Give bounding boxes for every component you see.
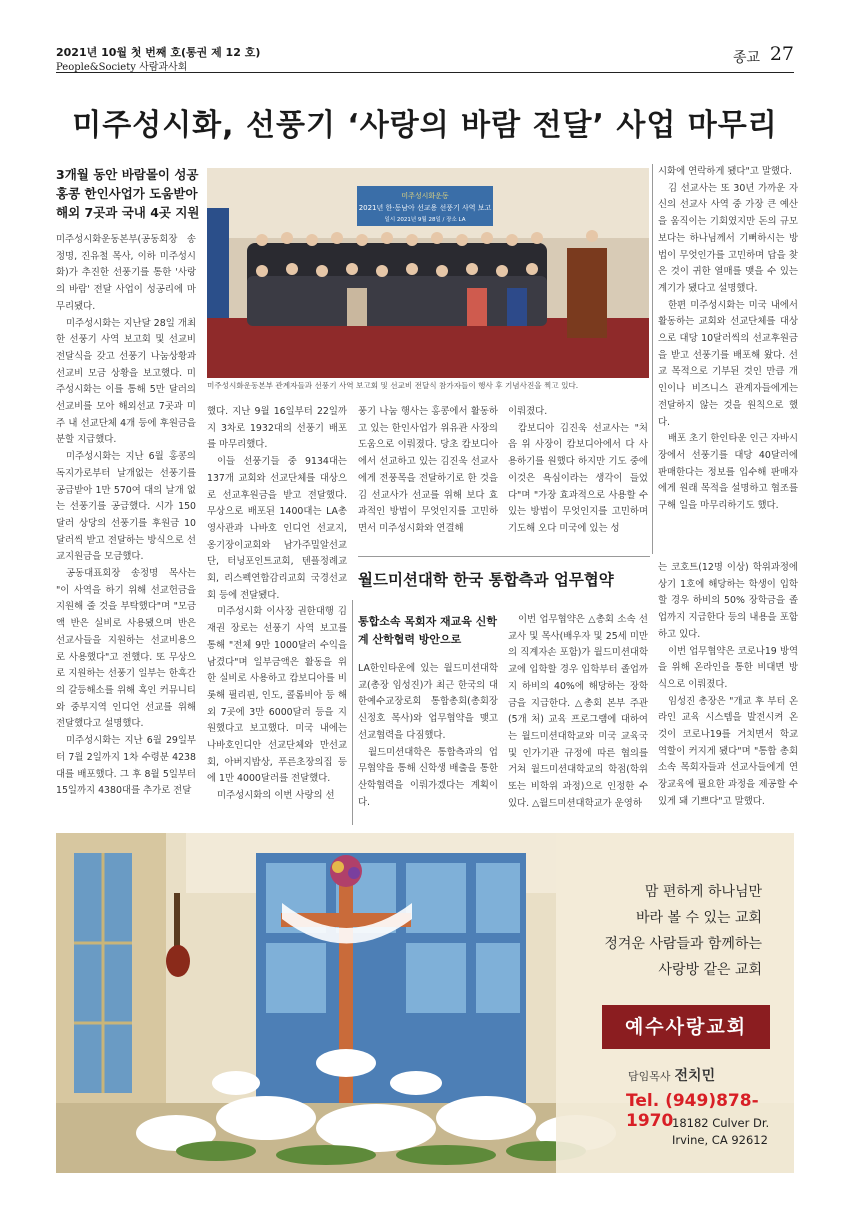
section-divider xyxy=(358,556,650,557)
paragraph: 미주성시화는 지난 6월 홍콩의 독지가로부터 날개없는 선풍기를 공급받아 1만 570여 대의 날개 없는 선풍기를 공급했다. 시가 150달러 상당의 선풍기를 후원금 10달러씩 받고 전달하는 방식으로 선교지원금을 모금했다. xyxy=(56,451,196,563)
banner-line-2: 2021년 한·동남아 선교용 선풍기 사역 보고 xyxy=(358,204,492,212)
article2-column-1 xyxy=(358,661,498,811)
header-rule xyxy=(56,72,794,73)
church-advertisement xyxy=(56,833,794,1173)
paragraph: 미주성시화의 이번 사랑의 선 xyxy=(217,790,335,802)
photo-caption: 미주성시화운동본부 관계자들과 선풍기 사역 보고회 및 선교비 전달식 참가자들이 행사 후 기념사진을 찍고 있다. xyxy=(207,381,579,390)
paragraph: 시화에 연락하게 됐다"고 말했다. xyxy=(658,166,792,177)
article-column-4 xyxy=(508,404,648,538)
group-photo xyxy=(207,168,649,378)
article2-column-2 xyxy=(508,612,648,812)
paragraph: 공동대표회장 송정명 목사는 "이 사역을 하기 위해 선교헌금을 지원해 줄 것을 부탁했다"며 "모금액 반은 실비로 사용됐으며 반은 선교사들을 지원하는 선교비용으로 사용했다"고 전했다. 또 무상으로 지원하는 선풍기 일부는 한흑간의 갈등해소를 위해 흑인 커뮤니티와 중부지역 인디언 선교를 위해 전달했다고 설명했다. xyxy=(56,568,196,730)
paragraph: 이뤄졌다. xyxy=(508,406,548,417)
paragraph: 이들 선풍기들 중 9134대는 137개 교회와 선교단체를 대상으로 선교후원금을 받고 전달했다. 무상으로 배포된 1400대는 LA총영사관과 나바호 인디언 선교지, 옹기장이교회와 남가주밀알선교단, 터닝포인트교회, 텐플정례교회, 리스펙연합감리교회 국경선교회 등에 전달됐다. xyxy=(207,456,347,601)
address-line: 18182 Culver Dr. xyxy=(672,1116,770,1130)
paragraph: 미주성시화는 지난 6월 29일부터 7월 2일까지 1차 수령분 4238대를 배포했다. 그 후 8월 5일부터 15일까지 4380대를 추가로 전달 xyxy=(56,735,196,797)
article-column-2 xyxy=(207,404,347,805)
paragraph: 미주성시화 이사장 권한대행 김재권 장로는 선풍기 사역 보고를 통해 "전체 9만 1000달러 수익을 남겼다"며 일부금액은 활동을 위한 실비로 사용하고 캄보디아를 비롯해 필리핀, 인도, 콜롬비아 등 해외 7곳에 3만 6000달러 등을 지원했다고 보고했다. 미국 내에는 나바호인디안 선교단체와 만선교회, 아버지밥상, 푸른초장의집 등에 1만 4000달러를 전달했다. xyxy=(207,606,347,785)
banner-line-3: 일시 2021년 9월 28일 / 장소 LA xyxy=(384,217,466,223)
church-address xyxy=(672,1115,769,1149)
article-headline: 미주성시화, 선풍기 ‘사랑의 바람 전달’ 사업 마무리 xyxy=(72,108,778,143)
pastor-label: 담임목사 xyxy=(628,1070,671,1083)
church-phone: Tel. (949)878-1970 xyxy=(626,1091,759,1131)
paragraph: 월드미션대학은 통합측과의 업무협약을 통해 신학생 배출을 통한 산학협력을 이뤄가겠다는 계획이다. xyxy=(358,746,498,808)
paragraph: 캄보디아 김진욱 선교사는 "처음 위 사장이 캄보디아에서 다 사용하기를 원했다 하지만 기도 중에 이것은 욕심이라는 생각이 들었다"며 "가장 효과적으로 사용할 수 있는 방법이 무엇인지를 고민하며 기도해 오다 미국에 있는 성 xyxy=(508,422,648,534)
article-subhead: 3개월 동안 바람몰이 성공 홍콩 한인사업가 도움받아 해외 7곳과 국내 4곳 지원 xyxy=(56,167,200,220)
slogan-line: 정겨운 사람들과 함께하는 xyxy=(604,936,762,952)
banner-line-1: 미주성시화운동 xyxy=(401,192,449,200)
slogan-line: 맘 편하게 하나님만 xyxy=(644,884,762,900)
ad-slogan xyxy=(604,879,762,983)
paragraph: 김 선교사는 또 30년 가까운 자신의 선교사 사역 중 가장 큰 예산을 움직이는 기회였지만 돈의 규모보다는 하나님께서 기뻐하시는 방법이 무엇인가를 고민하며 답을 찾은 것이 귀한 열매를 맺을 수 있는 계기가 됐다고 설명했다. xyxy=(658,182,798,294)
column-divider xyxy=(652,164,653,554)
publication-name: People&Society 사람과사회 xyxy=(56,62,188,73)
article-column-3 xyxy=(358,404,498,538)
paragraph: LA한인타운에 있는 월드미션대학교(총장 임성진)가 최근 한국의 대한예수교장로회 통합총회(총회장 신정호 목사)와 업무협약을 맺고 선교협력을 다짐했다. xyxy=(358,663,498,741)
paragraph: 이번 업무협약은 △총회 소속 선교사 및 목사(배우자 및 25세 미만의 직계자손 포함)가 월드미션대학교에 입학할 경우 입학부터 졸업까지 하비의 40%에 해당하는 장학금을 지급한다. △총회 본부 주관(5개 처) 교육 프로그램에 대하여는 월드미션대학교와 미국 교육국 및 인가기관 규정에 따른 협의를 거쳐 월드미션대학교의 학점(학위 또는 비학위 과정)으로 인정한 수 있다. △월드미션대학교가 운영하 xyxy=(508,614,648,809)
paragraph: 했다. 지난 9월 16일부터 22일까지 3차로 1932대의 선풍기 배포를 마무리했다. xyxy=(207,406,347,451)
paragraph: 풍기 나눔 행사는 홍콩에서 활동하고 있는 한인사업가 위유관 사장의 도움으로 이뤄졌다. 당초 캄보디아에서 선교하고 있는 김진욱 선교사에게 전풍목을 전달하기로 한 것을 김 선교사가 선교를 위해 보다 효과적인 방법이 무엇인지를 고민하면서 미주성시화와 연결해 xyxy=(358,406,498,534)
article2-subhead: 통합소속 목회자 재교육 신학계 산학협력 방안으로 xyxy=(358,615,497,646)
address-line: Irvine, CA 92612 xyxy=(672,1133,768,1147)
article-column-1 xyxy=(56,232,196,800)
issue-line: 2021년 10월 첫 번째 호(통권 제 12 호) xyxy=(56,46,261,59)
paragraph: 임성진 총장은 "개교 후 부터 온라인 교육 시스템을 발전시켜 온 것이 코로나19를 거치면서 학교 역할이 커지게 됐다"며 "통합 총회 소속 목회자들과 선교사들에게 연장교육에 필요한 과정을 제공할 수 있게 돼 기쁘다"고 말했다. xyxy=(658,695,798,807)
paragraph: 배포 초기 한인타운 인근 자바시장에서 선풍기를 대당 40달러에 판매한다는 정보를 입수해 판매자에게 원래 목적을 설명하고 협조를 구해 일을 마무리하기도 했다. xyxy=(658,433,798,512)
paragraph: 이번 업무협약은 코로나19 방역을 위해 온라인을 통한 비대면 방식으로 이뤄졌다. xyxy=(658,645,798,690)
article2-headline: 월드미션대학 한국 통합측과 업무협약 xyxy=(358,570,614,589)
column-divider xyxy=(352,600,353,825)
section-name: 종교 xyxy=(732,50,760,66)
slogan-line: 사랑방 같은 교회 xyxy=(658,962,762,978)
pastor-line xyxy=(628,1065,715,1085)
article2-column-3 xyxy=(658,560,798,811)
church-name-banner: 예수사랑교회 xyxy=(602,1005,770,1049)
article-column-5 xyxy=(658,164,798,515)
paragraph: 한편 미주성시화는 미국 내에서 활동하는 교회와 선교단체를 대상으로 대당 10달러씩의 선교후원금을 받고 선풍기를 배포해 왔다. 선교 목적으로 기부된 것인 만큼 개인이나 비즈니스 관계자들에게는 전달하지 않는 것을 원칙으로 했다. xyxy=(658,299,798,428)
paragraph: 미주성시화운동본부(공동회장 송정명, 진유철 목사, 이하 미주성시화)가 추진한 선풍기를 통한 '사랑의 바람' 전달 사업이 성공리에 마무리됐다. xyxy=(56,234,196,312)
pastor-name: 전치민 xyxy=(674,1068,716,1084)
page-number: 27 xyxy=(769,43,794,65)
paragraph: 미주성시화는 지난달 28일 개최한 선풍기 사역 보고회 및 선교비 전달식을 갖고 선풍기 나눔상황과 선교비 모금 상황을 보고했다. 미주성시화는 이를 통해 5만 달러의 선교비를 모아 해외선교 7곳과 미주 내 선교단체 4개 등에 후원금을 분할 지급했다. xyxy=(56,317,196,446)
slogan-line: 바라 볼 수 있는 교회 xyxy=(636,910,762,926)
paragraph: 는 코호트(12명 이상) 학위과정에 상기 1호에 해당하는 학생이 입학할 경우 하비의 50% 장학금을 졸업까지 지급한다 등의 내용을 포함하고 있다. xyxy=(658,562,798,640)
